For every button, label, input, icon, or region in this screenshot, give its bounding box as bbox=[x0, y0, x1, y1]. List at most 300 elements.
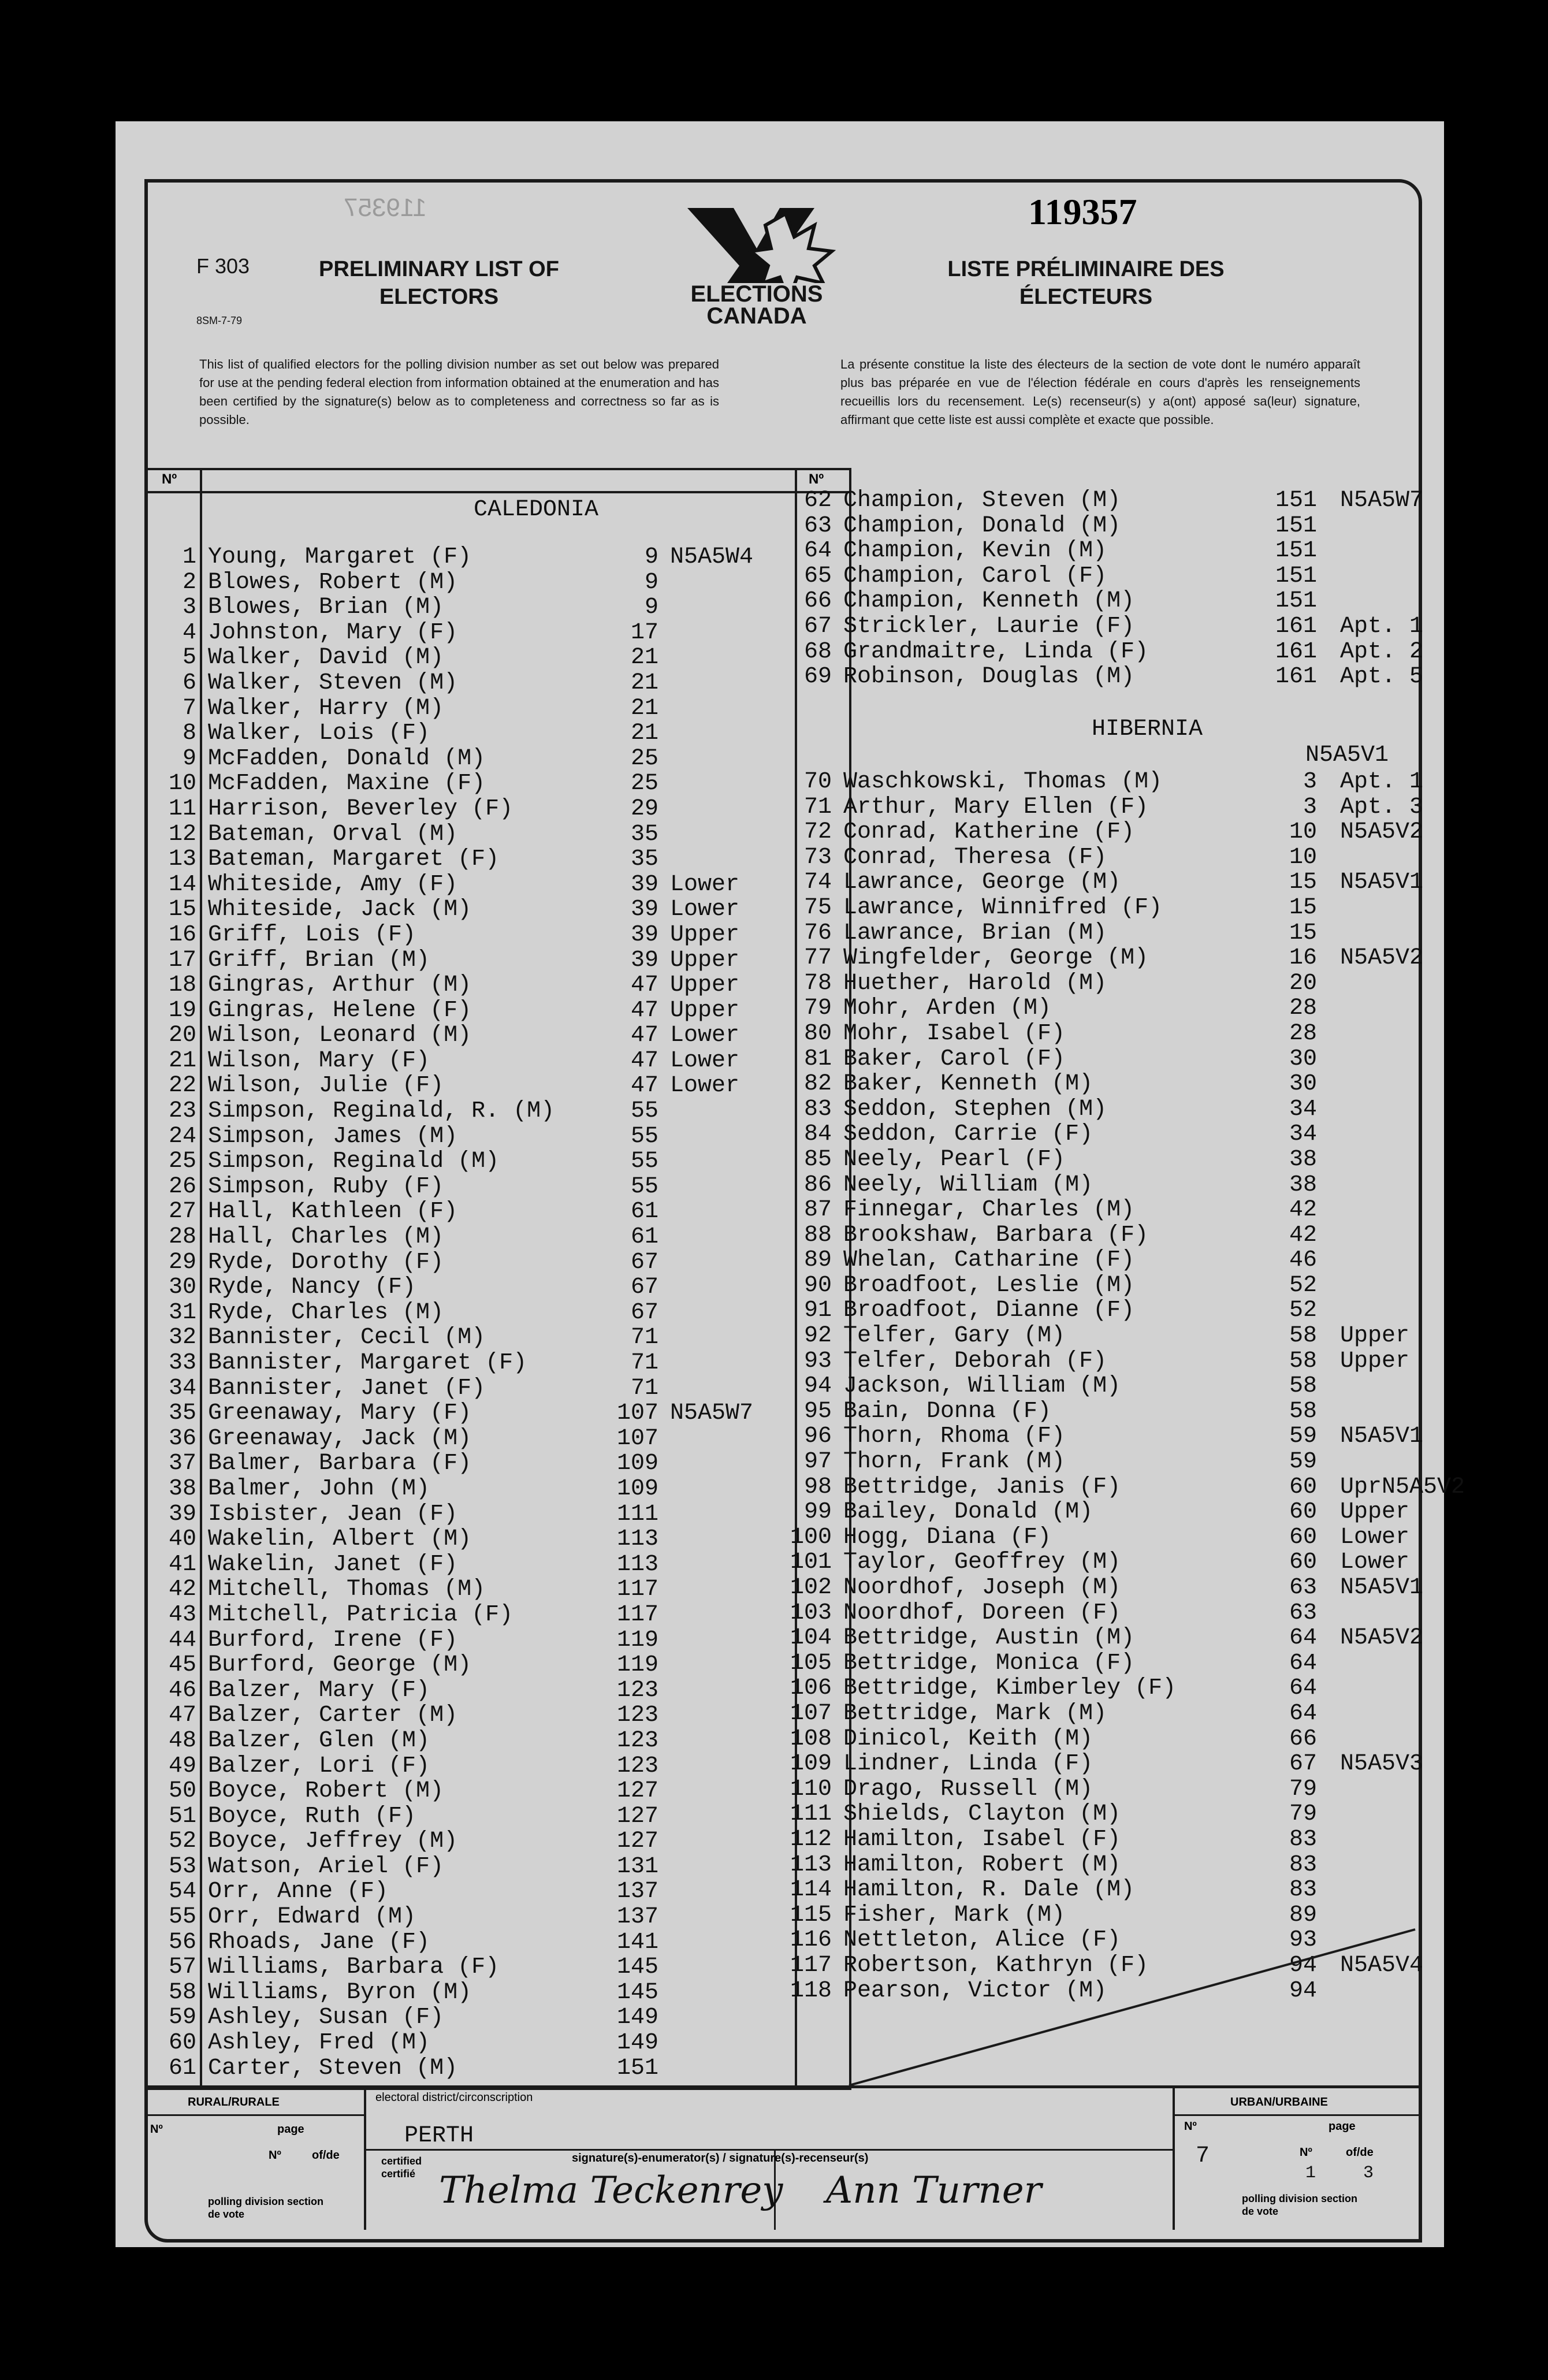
elector-row bbox=[790, 1902, 1421, 1928]
elector-name: Ashley, Fred (M) bbox=[208, 2030, 430, 2057]
house-number: 127 bbox=[616, 1828, 658, 1855]
rural-page-label: page bbox=[277, 2123, 304, 2136]
house-number: 63 bbox=[1289, 1600, 1317, 1626]
elector-row bbox=[168, 821, 786, 847]
elector-name: Telfer, Gary (M) bbox=[843, 1323, 1066, 1349]
elector-name: Lawrance, Winnifred (F) bbox=[843, 894, 1163, 921]
elector-row bbox=[803, 1423, 1424, 1450]
elector-name: Bettridge, Kimberley (F) bbox=[843, 1675, 1177, 1702]
elector-number: 28 bbox=[168, 1224, 196, 1251]
form-code: 8SM-7-79 bbox=[196, 315, 243, 326]
elector-name: Neely, Pearl (F) bbox=[843, 1146, 1066, 1173]
elector-row bbox=[168, 2055, 786, 2081]
footer-top-rule bbox=[144, 2085, 1421, 2088]
elector-number: 100 bbox=[790, 1524, 832, 1550]
elector-row bbox=[182, 544, 786, 570]
elector-name: Thorn, Rhoma (F) bbox=[843, 1423, 1066, 1450]
elector-name: Walker, Lois (F) bbox=[208, 720, 430, 747]
elector-number: 46 bbox=[168, 1677, 196, 1704]
elector-name: Bannister, Janet (F) bbox=[208, 1375, 486, 1401]
house-number: 131 bbox=[616, 1853, 658, 1880]
elector-row bbox=[168, 1224, 786, 1251]
elector-name: Thorn, Frank (M) bbox=[843, 1449, 1066, 1475]
elector-row bbox=[168, 1853, 786, 1880]
unit-or-postal-note: N5A5V2 bbox=[1340, 945, 1424, 972]
elector-row bbox=[168, 1199, 786, 1225]
elector-name: Champion, Kenneth (M) bbox=[843, 588, 1135, 615]
elector-name: Broadfoot, Dianne (F) bbox=[843, 1297, 1135, 1324]
elector-row bbox=[168, 846, 786, 873]
unit-or-postal-note: Lower bbox=[670, 1047, 740, 1074]
elector-row bbox=[803, 1398, 1421, 1425]
elector-number: 79 bbox=[803, 995, 832, 1022]
signature-1: Thelma Teckenrey bbox=[439, 2169, 783, 2212]
house-number: 42 bbox=[1289, 1222, 1317, 1248]
elector-row bbox=[790, 1726, 1421, 1752]
urban-label: URBAN/URBAINE bbox=[1230, 2096, 1328, 2108]
elector-row bbox=[790, 1801, 1421, 1828]
urban-page-value: 1 bbox=[1305, 2163, 1316, 2183]
elector-name: Ashley, Susan (F) bbox=[208, 2005, 444, 2031]
elector-row bbox=[803, 1323, 1421, 1349]
title-fr: LISTE PRÉLIMINAIRE DES ÉLECTEURS bbox=[947, 257, 1225, 309]
elector-name: Balzer, Glen (M) bbox=[208, 1727, 430, 1754]
elector-row bbox=[168, 1627, 786, 1653]
house-number: 151 bbox=[1275, 488, 1317, 514]
elector-name: Hamilton, Robert (M) bbox=[843, 1851, 1121, 1878]
elector-row bbox=[168, 1148, 786, 1175]
unit-or-postal-note: Apt. 3 bbox=[1340, 794, 1424, 820]
elector-name: Champion, Steven (M) bbox=[843, 488, 1121, 514]
elector-name: Wakelin, Albert (M) bbox=[208, 1526, 472, 1553]
elector-number: 86 bbox=[803, 1172, 832, 1198]
elector-name: Walker, Steven (M) bbox=[208, 670, 458, 696]
elector-number: 112 bbox=[790, 1826, 832, 1853]
serial-number: 119357 bbox=[1028, 191, 1137, 232]
elector-row bbox=[168, 1022, 786, 1049]
house-number: 71 bbox=[630, 1375, 658, 1401]
elector-row bbox=[803, 1071, 1421, 1098]
house-number: 25 bbox=[630, 771, 658, 797]
elector-name: Greenaway, Mary (F) bbox=[208, 1400, 472, 1427]
house-number: 113 bbox=[616, 1551, 658, 1578]
house-number: 71 bbox=[630, 1350, 658, 1376]
house-number: 67 bbox=[630, 1249, 658, 1275]
house-number: 47 bbox=[630, 1073, 658, 1099]
elector-row bbox=[803, 1247, 1421, 1274]
unit-or-postal-note: Apt. 2 bbox=[1340, 638, 1424, 665]
elector-number: 92 bbox=[803, 1323, 832, 1349]
elector-name: Arthur, Mary Ellen (F) bbox=[843, 794, 1149, 820]
elector-number: 77 bbox=[803, 945, 832, 972]
elector-number: 75 bbox=[803, 894, 832, 921]
elector-row bbox=[790, 1851, 1421, 1878]
elector-name: Isbister, Jean (F) bbox=[208, 1501, 458, 1527]
district-rule bbox=[364, 2149, 1173, 2151]
house-number: 64 bbox=[1289, 1675, 1317, 1702]
left-elector-list bbox=[168, 544, 786, 2081]
elector-name: Lawrance, Brian (M) bbox=[843, 920, 1107, 946]
elector-name: Walker, David (M) bbox=[208, 645, 444, 671]
house-number: 21 bbox=[630, 670, 658, 696]
elector-number: 11 bbox=[168, 795, 196, 822]
elector-name: Simpson, Ruby (F) bbox=[208, 1173, 444, 1200]
elector-number: 15 bbox=[168, 897, 196, 923]
elector-name: Greenaway, Jack (M) bbox=[208, 1425, 472, 1452]
elector-number: 98 bbox=[803, 1474, 832, 1500]
elector-name: Wakelin, Janet (F) bbox=[208, 1551, 458, 1578]
house-number: 117 bbox=[616, 1601, 658, 1628]
elector-number: 26 bbox=[168, 1173, 196, 1200]
house-number: 64 bbox=[1289, 1650, 1317, 1676]
elector-number: 81 bbox=[803, 1046, 832, 1072]
house-number: 9 bbox=[644, 544, 658, 570]
urban-rule bbox=[1173, 2114, 1421, 2116]
rural-rule bbox=[144, 2114, 364, 2116]
house-number: 34 bbox=[1289, 1096, 1317, 1122]
house-number: 59 bbox=[1289, 1449, 1317, 1475]
elector-name: Telfer, Deborah (F) bbox=[843, 1348, 1107, 1374]
elector-row bbox=[803, 945, 1424, 972]
elector-row bbox=[168, 1274, 786, 1301]
elector-name: Boyce, Robert (M) bbox=[208, 1778, 444, 1805]
elector-number: 107 bbox=[790, 1700, 832, 1727]
elector-row bbox=[168, 795, 786, 822]
elector-number: 76 bbox=[803, 920, 832, 946]
elector-number: 78 bbox=[803, 970, 832, 996]
right-street-heading-postal: N5A5V1 bbox=[1305, 742, 1389, 768]
house-number: 123 bbox=[616, 1727, 658, 1754]
elector-number: 72 bbox=[803, 819, 832, 846]
urban-of-label: of/de bbox=[1346, 2146, 1374, 2159]
elector-number: 97 bbox=[803, 1449, 832, 1475]
elector-number: 9 bbox=[182, 745, 196, 772]
elector-row bbox=[168, 871, 786, 898]
elector-name: Balmer, John (M) bbox=[208, 1475, 430, 1502]
house-number: 38 bbox=[1289, 1172, 1317, 1198]
elector-name: Bateman, Orval (M) bbox=[208, 821, 458, 847]
house-number: 9 bbox=[644, 594, 658, 621]
elector-name: Balzer, Lori (F) bbox=[208, 1753, 430, 1779]
unit-or-postal-note: N5A5W7 bbox=[1340, 488, 1424, 514]
elector-number: 44 bbox=[168, 1627, 196, 1653]
elector-name: Simpson, Reginald, R. (M) bbox=[208, 1098, 555, 1125]
elector-row bbox=[803, 894, 1421, 921]
house-number: 21 bbox=[630, 695, 658, 722]
elector-number: 96 bbox=[803, 1423, 832, 1450]
house-number: 123 bbox=[616, 1702, 658, 1729]
elector-number: 111 bbox=[790, 1801, 832, 1828]
elector-number: 23 bbox=[168, 1098, 196, 1125]
elector-number: 115 bbox=[790, 1902, 832, 1928]
elector-name: Balmer, Barbara (F) bbox=[208, 1451, 472, 1477]
elector-number: 101 bbox=[790, 1549, 832, 1576]
elector-number: 32 bbox=[168, 1325, 196, 1351]
elector-number: 39 bbox=[168, 1501, 196, 1527]
house-number: 52 bbox=[1289, 1272, 1317, 1299]
house-number: 15 bbox=[1289, 869, 1317, 896]
elector-row bbox=[803, 1297, 1421, 1324]
elector-number: 108 bbox=[790, 1726, 832, 1752]
elector-number: 13 bbox=[168, 846, 196, 873]
elector-name: Carter, Steven (M) bbox=[208, 2055, 458, 2081]
elector-number: 66 bbox=[803, 588, 832, 615]
elector-name: Orr, Edward (M) bbox=[208, 1904, 416, 1931]
elector-name: Bannister, Cecil (M) bbox=[208, 1325, 486, 1351]
elector-row bbox=[168, 1677, 786, 1704]
unit-or-postal-note: Lower bbox=[1340, 1549, 1410, 1576]
unit-or-postal-note: N5A5V4 bbox=[1340, 1952, 1424, 1979]
elector-number: 69 bbox=[803, 664, 832, 690]
elector-row bbox=[168, 1249, 786, 1275]
elector-row bbox=[790, 1675, 1421, 1702]
elector-name: Whiteside, Amy (F) bbox=[208, 871, 458, 898]
unit-or-postal-note: Upper bbox=[1340, 1323, 1410, 1349]
elector-number: 70 bbox=[803, 769, 832, 795]
house-number: 55 bbox=[630, 1123, 658, 1150]
elector-name: Fisher, Mark (M) bbox=[843, 1902, 1066, 1928]
elector-number: 21 bbox=[168, 1047, 196, 1074]
rural-label: RURAL/RURALE bbox=[188, 2096, 280, 2108]
elector-name: Orr, Anne (F) bbox=[208, 1879, 389, 1905]
elector-row bbox=[182, 619, 786, 646]
elector-name: Bateman, Margaret (F) bbox=[208, 846, 500, 873]
urban-of-value: 3 bbox=[1363, 2163, 1374, 2183]
elector-number: 19 bbox=[168, 997, 196, 1024]
elector-number: 14 bbox=[168, 871, 196, 898]
elector-number: 43 bbox=[168, 1601, 196, 1628]
house-number: 15 bbox=[1289, 894, 1317, 921]
elector-number: 51 bbox=[168, 1803, 196, 1829]
elector-number: 42 bbox=[168, 1576, 196, 1603]
elector-number: 5 bbox=[182, 645, 196, 671]
unit-or-postal-note: Lower bbox=[670, 871, 740, 898]
elector-name: Bettridge, Mark (M) bbox=[843, 1700, 1107, 1727]
house-number: 64 bbox=[1289, 1700, 1317, 1727]
elector-row bbox=[790, 1826, 1421, 1853]
elector-name: Grandmaitre, Linda (F) bbox=[843, 638, 1149, 665]
elector-number: 48 bbox=[168, 1727, 196, 1754]
elector-name: Hamilton, Isabel (F) bbox=[843, 1826, 1121, 1853]
elector-row bbox=[803, 1172, 1421, 1198]
intro-text-fr: La présente constitue la liste des électeurs de la section de vote dont le numéro apparaît plus bas préparée en vue de l'élection fédérale en cours d'après les renseignements recueillis lors du recensement. Le(s) recenseur(s) y a(ont) apposé sa(leur) signature, affirmant que cette liste est aussi complète et exacte que possible. bbox=[840, 357, 1360, 427]
elector-name: Whiteside, Jack (M) bbox=[208, 897, 472, 923]
elector-row bbox=[790, 1575, 1424, 1601]
elector-row bbox=[182, 745, 786, 772]
house-number: 20 bbox=[1289, 970, 1317, 996]
elector-row bbox=[803, 1046, 1421, 1072]
house-number: 113 bbox=[616, 1526, 658, 1553]
elector-name: Mohr, Arden (M) bbox=[843, 995, 1052, 1022]
certified-label: certified certifié bbox=[381, 2155, 422, 2180]
elector-name: Taylor, Geoffrey (M) bbox=[843, 1549, 1121, 1576]
elector-name: Mitchell, Thomas (M) bbox=[208, 1576, 486, 1603]
elector-row bbox=[168, 1954, 786, 1981]
house-number: 67 bbox=[630, 1299, 658, 1326]
elector-name: Bannister, Margaret (F) bbox=[208, 1350, 527, 1376]
elector-name: Huether, Harold (M) bbox=[843, 970, 1107, 996]
elector-row bbox=[168, 972, 786, 999]
house-number: 94 bbox=[1289, 1952, 1317, 1979]
house-number: 34 bbox=[1289, 1121, 1317, 1148]
elector-number: 84 bbox=[803, 1121, 832, 1148]
elector-row bbox=[803, 1272, 1421, 1299]
elector-name: Noordhof, Doreen (F) bbox=[843, 1600, 1121, 1626]
house-number: 30 bbox=[1289, 1071, 1317, 1098]
elector-number: 74 bbox=[803, 869, 832, 896]
house-number: 107 bbox=[616, 1425, 658, 1452]
unit-or-postal-note: N5A5V2 bbox=[1340, 1625, 1424, 1652]
elector-row bbox=[790, 1751, 1424, 1777]
elector-number: 22 bbox=[168, 1073, 196, 1099]
elector-name: Drago, Russell (M) bbox=[843, 1776, 1093, 1802]
cancel-diagonal-line bbox=[849, 1929, 1415, 2085]
elector-name: Whelan, Catharine (F) bbox=[843, 1247, 1135, 1274]
house-number: 55 bbox=[630, 1098, 658, 1125]
house-number: 21 bbox=[630, 720, 658, 747]
elector-name: Young, Margaret (F) bbox=[208, 544, 472, 570]
elector-number: 102 bbox=[790, 1575, 832, 1601]
unit-or-postal-note: Lower bbox=[1340, 1524, 1410, 1550]
house-number: 46 bbox=[1289, 1247, 1317, 1274]
elector-name: Bailey, Donald (M) bbox=[843, 1499, 1093, 1526]
elector-number: 12 bbox=[168, 821, 196, 847]
elector-row bbox=[790, 1700, 1421, 1727]
signature-label: signature(s)-enumerator(s) / signature(s)-recenseur(s) bbox=[572, 2152, 869, 2165]
urban-page-no-label: Nº bbox=[1300, 2146, 1312, 2159]
elector-number: 58 bbox=[168, 1979, 196, 2006]
elector-number: 114 bbox=[790, 1877, 832, 1903]
district-value: PERTH bbox=[404, 2123, 474, 2149]
elector-row bbox=[168, 1475, 786, 1502]
elector-number: 3 bbox=[182, 594, 196, 621]
elector-row bbox=[182, 695, 786, 722]
elector-name: Lindner, Linda (F) bbox=[843, 1751, 1093, 1777]
elector-number: 93 bbox=[803, 1348, 832, 1374]
elector-row bbox=[803, 1146, 1421, 1173]
elector-row bbox=[168, 1098, 786, 1125]
elector-row bbox=[803, 638, 1424, 665]
house-number: 151 bbox=[616, 2055, 658, 2081]
elector-row bbox=[168, 1451, 786, 1477]
house-number: 47 bbox=[630, 997, 658, 1024]
elector-row bbox=[803, 1499, 1421, 1526]
elector-row bbox=[168, 1803, 786, 1829]
house-number: 83 bbox=[1289, 1851, 1317, 1878]
elector-row bbox=[168, 1350, 786, 1376]
elector-number: 109 bbox=[790, 1751, 832, 1777]
elector-number: 36 bbox=[168, 1425, 196, 1452]
unit-or-postal-note: Lower bbox=[670, 1073, 740, 1099]
elector-name: Finnegar, Charles (M) bbox=[843, 1197, 1135, 1224]
elector-row bbox=[803, 794, 1424, 820]
elector-number: 67 bbox=[803, 613, 832, 639]
elector-row bbox=[790, 1776, 1421, 1802]
house-number: 145 bbox=[616, 1979, 658, 2006]
unit-or-postal-note: Upper bbox=[1340, 1348, 1410, 1374]
elector-row bbox=[803, 819, 1424, 846]
elector-name: Robinson, Douglas (M) bbox=[843, 664, 1135, 690]
house-number: 79 bbox=[1289, 1776, 1317, 1802]
elector-row bbox=[168, 1501, 786, 1527]
elector-number: 113 bbox=[790, 1851, 832, 1878]
elector-name: Watson, Ariel (F) bbox=[208, 1853, 444, 1880]
rural-of-label: of/de bbox=[312, 2149, 340, 2162]
elector-number: 106 bbox=[790, 1675, 832, 1702]
elector-number: 45 bbox=[168, 1652, 196, 1679]
house-number: 47 bbox=[630, 1022, 658, 1049]
house-number: 28 bbox=[1289, 1020, 1317, 1047]
elector-number: 17 bbox=[168, 947, 196, 973]
house-number: 66 bbox=[1289, 1726, 1317, 1752]
elector-row bbox=[168, 1576, 786, 1603]
elector-row bbox=[790, 1877, 1421, 1903]
house-number: 151 bbox=[1275, 512, 1317, 539]
house-number: 55 bbox=[630, 1173, 658, 1200]
elector-number: 4 bbox=[182, 619, 196, 646]
house-number: 28 bbox=[1289, 995, 1317, 1022]
elector-row bbox=[803, 1222, 1421, 1248]
house-number: 61 bbox=[630, 1199, 658, 1225]
elector-number: 64 bbox=[803, 538, 832, 564]
house-number: 117 bbox=[616, 1576, 658, 1603]
elector-row bbox=[790, 1600, 1421, 1626]
elector-name: Bettridge, Austin (M) bbox=[843, 1625, 1135, 1652]
elector-name: Hall, Kathleen (F) bbox=[208, 1199, 458, 1225]
elector-number: 16 bbox=[168, 921, 196, 948]
unit-or-postal-note: N5A5V1 bbox=[1340, 1575, 1424, 1601]
elector-number: 103 bbox=[790, 1600, 832, 1626]
elector-row bbox=[168, 771, 786, 797]
elector-number: 53 bbox=[168, 1853, 196, 1880]
elector-name: Balzer, Carter (M) bbox=[208, 1702, 458, 1729]
house-number: 58 bbox=[1289, 1398, 1317, 1425]
rural-no-label: Nº bbox=[150, 2123, 163, 2136]
elector-name: Balzer, Mary (F) bbox=[208, 1677, 430, 1704]
house-number: 58 bbox=[1289, 1348, 1317, 1374]
elector-number: 88 bbox=[803, 1222, 832, 1248]
elector-name: Waschkowski, Thomas (M) bbox=[843, 769, 1163, 795]
elector-row bbox=[168, 1753, 786, 1779]
elector-name: Broadfoot, Leslie (M) bbox=[843, 1272, 1135, 1299]
unit-or-postal-note: Upper bbox=[1340, 1499, 1410, 1526]
house-number: 63 bbox=[1289, 1575, 1317, 1601]
house-number: 60 bbox=[1289, 1524, 1317, 1550]
elector-name: Champion, Carol (F) bbox=[843, 563, 1107, 589]
elector-row bbox=[168, 1904, 786, 1931]
elector-number: 56 bbox=[168, 1929, 196, 1955]
elector-name: Hall, Charles (M) bbox=[208, 1224, 444, 1251]
elector-row bbox=[168, 1929, 786, 1955]
left-no-label: Nº bbox=[162, 471, 177, 487]
elector-name: Lawrance, George (M) bbox=[843, 869, 1121, 896]
elector-number: 25 bbox=[168, 1148, 196, 1175]
elector-name: Baker, Carol (F) bbox=[843, 1046, 1066, 1072]
elector-number: 91 bbox=[803, 1297, 832, 1324]
elector-number: 50 bbox=[168, 1778, 196, 1805]
elector-name: Dinicol, Keith (M) bbox=[843, 1726, 1093, 1752]
elector-number: 65 bbox=[803, 563, 832, 589]
elector-row bbox=[168, 921, 786, 948]
house-number: 107 bbox=[616, 1400, 658, 1427]
elector-row bbox=[168, 947, 786, 973]
elector-name: Griff, Lois (F) bbox=[208, 921, 416, 948]
intro-text-en: This list of qualified electors for the polling division number as set out below was prepared for use at the pending federal election from information obtained at the enumeration and has been certified by the signature(s) below as to completeness and correctness so far as is possible. bbox=[199, 357, 719, 427]
elector-name: Burford, George (M) bbox=[208, 1652, 472, 1679]
elector-row bbox=[168, 1299, 786, 1326]
elector-row bbox=[803, 769, 1424, 795]
urban-polling-label: polling division section de vote bbox=[1242, 2193, 1358, 2217]
